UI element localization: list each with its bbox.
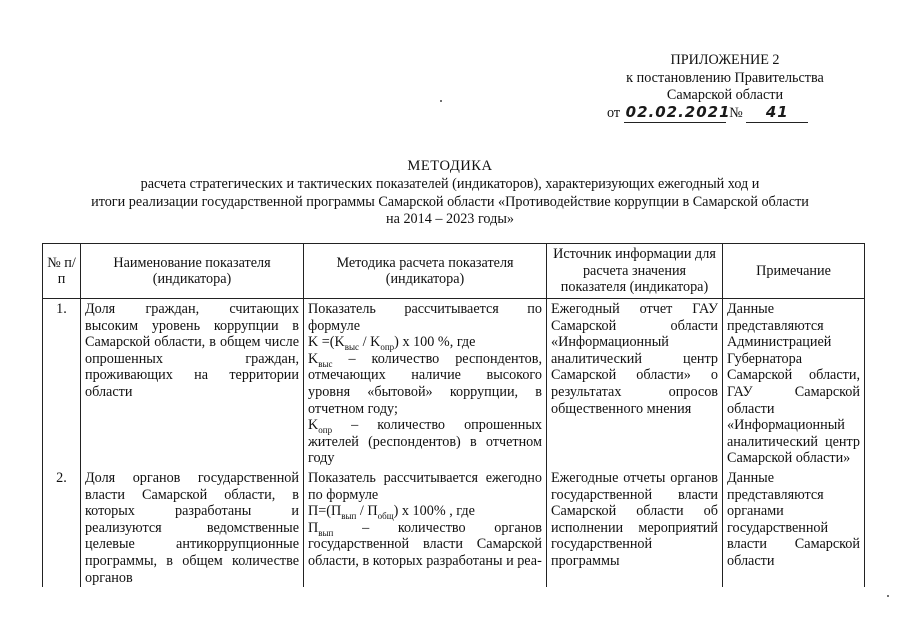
method-definition: $K_{опр}$ – количество опрошенных жителей (респондентов) в отчетном году xyxy=(308,417,542,467)
information-source: Ежегодный отчет ГАУ Самарской области «Информационный аналитический центр Самарской области» о результатах опросов общественного мнения xyxy=(547,299,723,468)
method-intro: Показатель рассчитывается по формуле xyxy=(308,301,542,334)
header-note: Примечание xyxy=(723,244,865,299)
number-label: № xyxy=(729,105,743,121)
handwritten-date: 02.02.2021 xyxy=(625,103,731,121)
row-number: 1. xyxy=(43,299,81,468)
information-source: Ежегодные отчеты органов государственной власти Самарской области об исполнении мероприятий государственной программы xyxy=(547,468,723,587)
appendix-header xyxy=(605,52,845,105)
table-header-row xyxy=(43,244,865,299)
method-definition: $K_{выс}$ – количество респондентов, отмечающих наличие высокого уровня «бытовой» коррупции, в отчетном году; xyxy=(308,350,542,417)
header-method: Методика расчета показателя (индикатора) xyxy=(304,244,547,299)
scan-speck xyxy=(440,100,442,102)
header-name: Наименование показателя (индикатора) xyxy=(81,244,304,299)
appendix-title: ПРИЛОЖЕНИЕ 2 xyxy=(670,52,780,68)
indicators-table xyxy=(42,243,865,587)
header-num: № п/п xyxy=(43,244,81,299)
method-formula: $K =(K_{выс} / K_{опр})$ х 100 %, где xyxy=(308,334,476,353)
calculation-method xyxy=(304,299,547,468)
header-source: Источник информации для расчета значения показателя (индикатора) xyxy=(547,244,723,299)
appendix-line-resolution: к постановлению Правительства xyxy=(626,69,824,86)
handwritten-number: 41 xyxy=(746,104,808,123)
scan-speck xyxy=(887,595,889,597)
from-label: от xyxy=(607,105,621,121)
row-number: 2. xyxy=(43,468,81,587)
appendix-date-number-line xyxy=(607,104,822,123)
document-subtitle-line2: итоги реализации государственной программы Самарской области «Противодействие коррупции в Самарской области xyxy=(91,193,809,210)
document-title: МЕТОДИКА xyxy=(407,158,493,174)
appendix-line-region: Самарской области xyxy=(666,87,784,104)
document-heading xyxy=(40,158,860,229)
method-formula: $П=(П_{вып} / П_{общ})$ х 100% , где xyxy=(308,503,475,521)
document-subtitle-line1: расчета стратегических и тактических показателей (индикаторов), характеризующих ежегодный ход и xyxy=(140,176,760,193)
table-row xyxy=(43,299,865,468)
note: Данные представляются Администрацией Губернатора Самарской области, ГАУ Самарской области «Информационный аналитический центр Самарской области» xyxy=(723,299,865,468)
indicator-name: Доля органов государственной власти Самарской области, в которых разработаны и реализуются ведомственные целевые антикоррупционные программы, в общем количестве органов xyxy=(81,468,304,587)
method-intro: Показатель рассчитывается ежегодно по формуле xyxy=(308,469,542,503)
table-row xyxy=(43,468,865,587)
note: Данные представляются органами государственной власти Самарской области xyxy=(723,468,865,587)
indicator-name: Доля граждан, считающих высоким уровень коррупции в Самарской области, в общем числе опрошенных граждан, проживающих на территории области xyxy=(81,299,304,468)
method-definition: $П_{вып}$ – количество органов государственной власти Самарской области, в которых разработаны и реа- xyxy=(308,519,542,569)
calculation-method xyxy=(304,468,547,587)
document-subtitle-line3: на 2014 – 2023 годы» xyxy=(386,211,514,228)
